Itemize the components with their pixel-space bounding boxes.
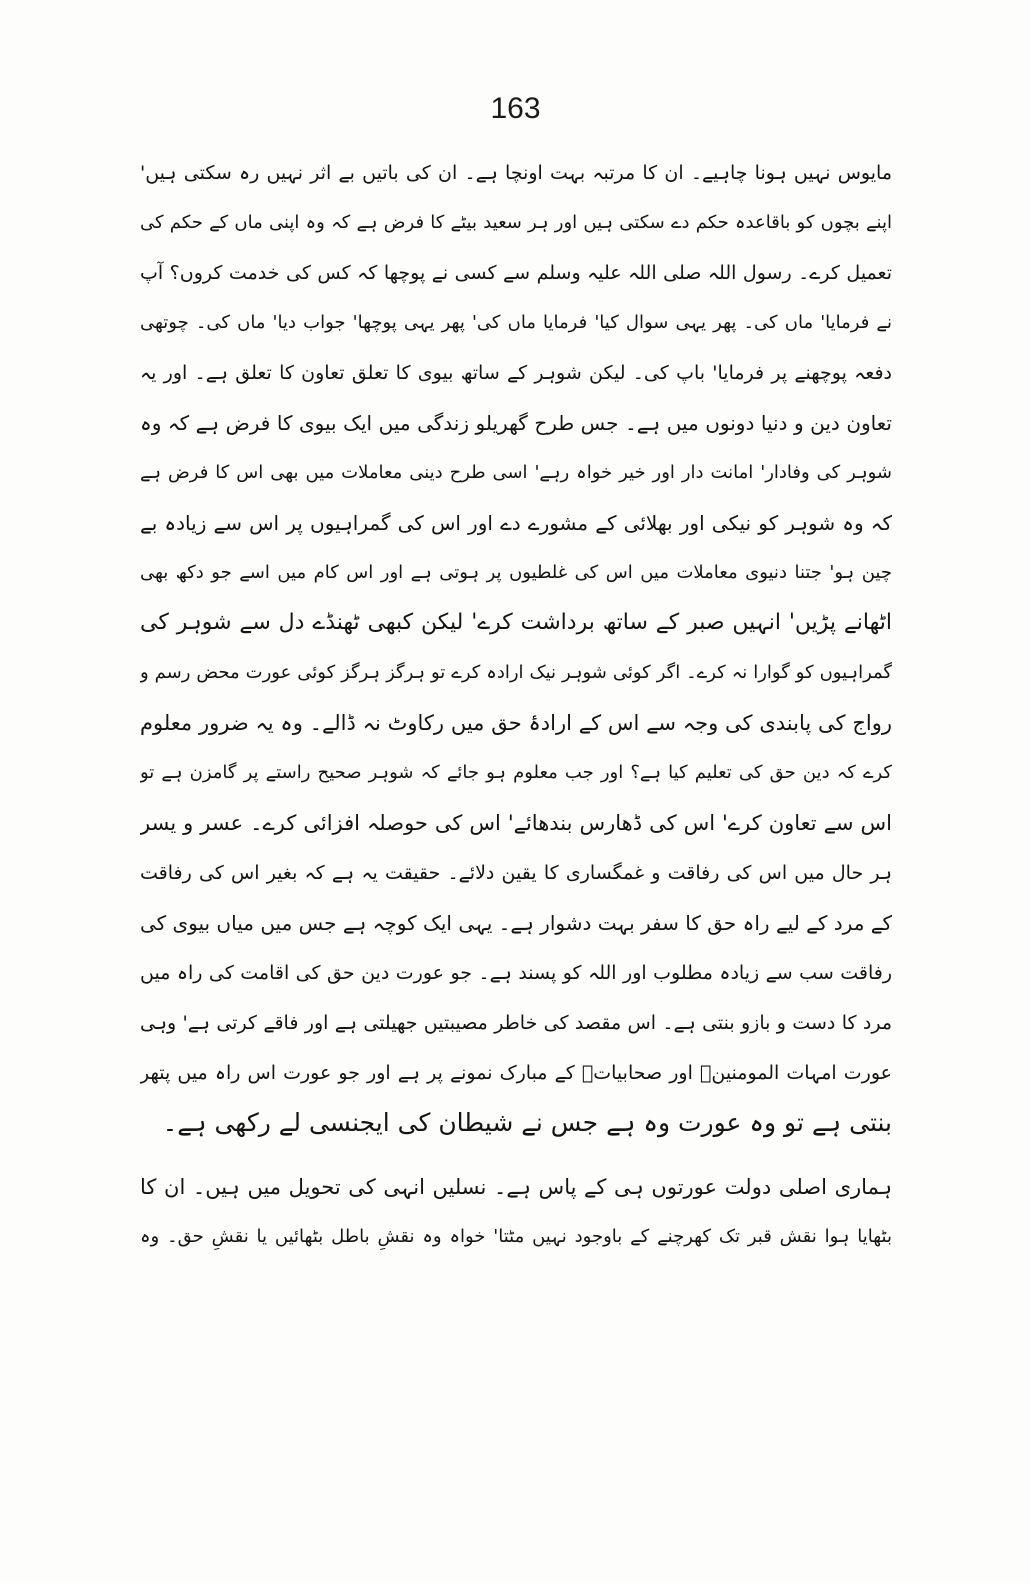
text-line: کے مرد کے لیے راہ حق کا سفر بہت دشوار ہے۔ یہی ایک کوچہ ہے جس میں میاں بیوی کی (140, 911, 892, 935)
text-line: شوہر کی وفادار' امانت دار اور خیر خواہ رہے' اسی طرح دینی معاملات میں بھی اس کا فرض ہے (140, 462, 892, 483)
text-line: کرے کہ دین حق کی تعلیم کیا ہے؟ اور جب معلوم ہو جائے کہ شوہر صحیح راستے پر گامزن ہے تو (140, 762, 892, 783)
page-number: 163 (490, 92, 541, 125)
paragraph-1 (140, 148, 892, 1148)
text-line: بنتی ہے تو وہ عورت وہ ہے جس نے شیطان کی ایجنسی لے رکھی ہے۔ (162, 1108, 892, 1137)
text-line: عورت امہات المومنینؓ اور صحابیاتؓ کے مبارک نمونے پر ہے اور جو عورت اس راہ میں پتھر (140, 1062, 892, 1084)
text-line: مرد کا دست و بازو بنتی ہے۔ اس مقصد کی خاطر مصیبتیں جھیلتی ہے اور فاقے کرتی ہے' وہی (140, 1012, 892, 1034)
text-line: ہر حال میں اس کی رفاقت و غمگساری کا یقین دلائے۔ حقیقت یہ ہے کہ بغیر اس کی رفاقت (140, 862, 892, 884)
text-line: مایوس نہیں ہونا چاہیے۔ ان کا مرتبہ بہت اونچا ہے۔ ان کی باتیں بے اثر نہیں رہ سکتی ہیں' (140, 162, 892, 184)
text-line: اپنے بچوں کو باقاعدہ حکم دے سکتی ہیں اور ہر سعید بیٹے کا فرض ہے کہ وہ اپنی ماں کے حکم کی (140, 212, 892, 233)
text-line: دفعہ پوچھنے پر فرمایا' باپ کی۔ لیکن شوہر کے ساتھ بیوی کا تعلق تعاون کا تعلق ہے۔ اور یہ (140, 362, 892, 384)
text-line: تعاون دین و دنیا دونوں میں ہے۔ جس طرح گھریلو زندگی میں ایک بیوی کا فرض ہے کہ وہ (140, 411, 892, 435)
paragraph-gap (140, 1148, 892, 1162)
text-line: نے فرمایا' ماں کی۔ پھر یہی سوال کیا' فرمایا ماں کی' پھر یہی پوچھا' جواب دیا' ماں کی۔ چوتھی (140, 312, 892, 333)
text-line: اس سے تعاون کرے' اس کی ڈھارس بندھائے' اس کی حوصلہ افزائی کرے۔ عسر و یسر (140, 811, 892, 835)
text-line: اٹھانے پڑیں' انہیں صبر کے ساتھ برداشت کرے' لیکن کبھی ٹھنڈے دل سے شوہر کی (140, 610, 892, 635)
text-line: تعمیل کرے۔ رسول اللہ صلی اللہ علیہ وسلم سے کسی نے پوچھا کہ کس کی خدمت کروں؟ آپ (140, 262, 892, 284)
text-line: کہ وہ شوہر کو نیکی اور بھلائی کے مشورے دے اور اس کی گمراہیوں پر اس سے زیادہ بے (140, 511, 892, 535)
text-line: رفاقت سب سے زیادہ مطلوب اور اللہ کو پسند ہے۔ جو عورت دین حق کی اقامت کی راہ میں (140, 962, 892, 984)
text-line: ہماری اصلی دولت عورتوں ہی کے پاس ہے۔ نسلیں انہی کی تحویل میں ہیں۔ ان کا (140, 1175, 892, 1199)
text-line: گمراہیوں کو گوارا نہ کرے۔ اگر کوئی شوہر نیک ارادہ کرے تو ہرگز ہرگز کوئی عورت محض رسم و (140, 662, 892, 683)
paragraph-2 (140, 1162, 892, 1262)
text-line: چین ہو' جتنا دنیوی معاملات میں اس کی غلطیوں پر ہوتی ہے اور اس کام میں اسے جو دکھ بھی (140, 562, 892, 583)
text-line: بٹھایا ہوا نقش قبر تک کھرچنے کے باوجود نہیں مٹتا' خواہ وہ نقشِ باطل بٹھائیں یا نقشِ حق۔ وہ (140, 1226, 892, 1247)
page-body (140, 148, 892, 1262)
text-line: رواج کی پابندی کی وجہ سے اس کے ارادۂ حق میں رکاوٹ نہ ڈالے۔ وہ یہ ضرور معلوم (140, 711, 892, 735)
